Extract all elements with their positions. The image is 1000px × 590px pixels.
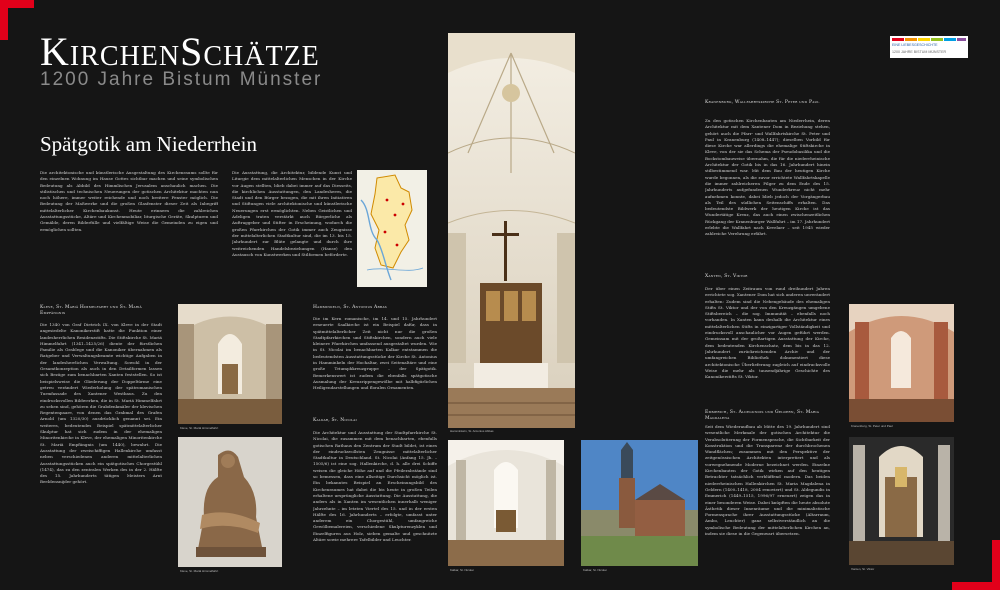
kleve-pieta-photo: [178, 437, 282, 567]
article-text-kleve: Die 1340 von Graf Dietrich IX. von Kleve in der Stadt angesiedelte Kanonikerstift hatte die Funktion einer landesherrlichen Residenzstifts. Die Stiftskirche St. Mariä Himmelfahrt (1341–1425/26) diente der fürstlichen Familie als Grablege und die Kanoniker übernahmen als Ratgeber und Verwaltungsbeamte wichtige Aufgaben in der landesherrlichen Verwaltung. Sowohl in der Gesamtkonzeption als auch in den Detailformen lassen sich Bezüge zum benachbarten Xanten feststellen. So ist beispielsweise die Gliederung der Doppeltürme eine getreu verändert Wiederholung der spätromanischen Turmfassade des Xantener Westbaus. Zu den eindrucksvollen Bildwerken, die in St. Mariä Himmelfahrt zu sehen sind, gehören die Grabdenkmäler der klevischen Regentenpaare, von denen das Grabmal des Grafen Arnold (um 1320/30) ausdrücklich genannt sei. Ein weiteres, bedeutendes Beispiel spätmittelalterlicher Skulptur hat sich zudem in der ehemaligen Minoritenkirche in Kleve, der ehemaligen Minoritenkirche St. Mariä Empfängnis (um 1440), bewahrt. Die Ausstattung der zweischiffigen Hallenkirche umfasst neben verschiedenen anderen mittelalterlichen Ausstattungsstücken auch ein spätgotisches Chorgestühl (1474), das zu den zentralen Werken des in der 2. Hälfte des 15. Jahrhunderts tätigen Meisters Arnt Beeldensnijder gehört.: [40, 322, 162, 485]
bistum-logo: [890, 36, 968, 58]
article-heading-emmerich: Emmerich, St. Aldegundis und Geldern, St. Maria Magdalena: [705, 410, 820, 421]
article-heading-kleve: Kleve, St. Mariä Himmelfahrt und St. Mariä Empfängnis: [40, 305, 142, 316]
article-heading-kalkar: Kalkar, St. Nicolai: [313, 418, 357, 423]
kleve-interior-photo: [178, 304, 282, 424]
hamminkeln-interior-photo: [448, 33, 575, 428]
logo-line-1: EINE LIEBESGESCHICHTE: [892, 43, 938, 47]
caption-kalkar-interior: Kalkar, St. Nicolai: [450, 568, 474, 572]
article-text-kranenburg: Zu den gotischen Kirchenbauten am Niederrhein, deren Architektur mit dem Xantener Dom in Beziehung stehen, gehört auch die Pfarr- und Wallfahrtskirche St. Peter und Paul in Kranenburg (1408–1447); dieselben Vorbild für diese Kirche war allerdings die ehemalige Stiftskirche in Kleve, von der sie das Schema der Pseudobasilika und die Bockstombauweise übernahm, die für die niederrheinische Architektur der Gotik bis in das 16. Jahrhundert hinein stilbestimmend war. Mit dem Bau der heutigen Kirche wurde begonnen, als die zuvor errichtete Wallfahrtskapelle die immer zahlreicheren Pilger zu dem Ende des 15. Jahrhunderts aufgefundenen Wunderkreuz nicht mehr aufnehmen konnte, dabei blieb jedoch der Vorgängerbau als Teil des südlichen Seitenschiffs erhalten. Das bedeutendste Bildwerk der heutigen Kirche ist das Wundertätige Kreuz, das auch einen zwischenzeitlichen Rückgang der Kranenburger Wallfahrt – im 17. Jahrhundert erlebte die Wallfahrt nach Kevelaer – seit 1945 wieder zahlreiche Verehrung erfährt.: [705, 118, 830, 237]
section-title: Spätgotik am Niederrhein: [40, 132, 257, 156]
corner-bracket-bottom-right-vertical: [992, 540, 1000, 590]
caption-xanten: Xanten, St. Viktor: [851, 567, 875, 571]
map-image: [357, 170, 427, 287]
article-text-xanten: Der über einen Zeitraum von rund dreihundert Jahren errichtete sog. Xantener Dom hat sich anderen unverändert erhalten: Zudem sind die Nebengebäude des ehemaligen Stifts St. Viktor und der von den Kreuzgängen umgebene Stiftsbereich – die sog. Immunität – ebenfalls noch vorhanden. In Xanten kann deshalb die Architektur eines mittelalterlichen Stifts in einzigartiger Vollständigkeit und eindrucksvoll anschaulicher vor Augen geführt werden. Gemeinsam mit der großartigen Ausstattung der Kirche, dem bedeutenden Kirchenschatz, dem bis in das 12. Jahrhundert zurückreichenden Archiv und der umfangreichen Bibliothek dokumentiert diese architektonische Überlieferung zugleich auf eindrucksvolle Weise die mehr als tausendjährige Geschichte des Kanonikerstifts St. Viktor.: [705, 286, 830, 380]
kalkar-interior-photo: [448, 440, 564, 566]
kalkar-exterior-photo: [581, 440, 698, 566]
article-text-emmerich: Seit dem Wiederaufbau ab Mitte des 19. Jahrhundert sind wesentliche Merkmale der gotischen Architektur die Verabsolutierung der Formensprache, die Sichtbarkeit der Konstruktion und die Transparenz der durchbrochenen Wandflächen; zusammen mit den Perspektive der zeitgenössischen Architekten interpretiert und als vorwegnehmende Moderne bezeichnet werden. Einzelne Kirchenbauten der Gotik wirken auf den heutigen Betrachter tatsächlich verblüffend modern. Das beiden niederrheinischen Hallenkirchen St. Maria Magdalena in Geldern (1400–1418, 2004 renoviert) und St. Aldegundis in Emmerich (1449–1515, 1996/97 erneuert) zeigen das in einer besonderen Weise. Dabei knüpften die heute absolute Ästhetik dieser Innenräume und die minimalistische Formensprache ihrer Ausstattungsstücke (Altarraum, Ambo, Leuchter) ganz selbstverständlich an die symbolische Bedeutung der mittelalterlichen Kirchen an, indem sie diese in die Gegenwart übersetzen.: [705, 424, 830, 537]
caption-kranenburg: Kranenburg, St. Peter und Paul: [851, 424, 893, 428]
article-heading-kranenburg: Kranenburg, Wallfahrtskirche St. Peter und Paul: [705, 100, 820, 105]
caption-hamminkeln: Hamminkeln, St. Antonius Abbas: [450, 429, 494, 433]
corner-bracket-top-left-vertical: [0, 0, 8, 40]
logo-line-2: 1200 JAHRE BISTUM MÜNSTER: [892, 50, 947, 54]
article-text-hamminkeln: Die im Kern romanische, im 14. und 15. Jahrhundert erneuerte Saalkirche ist ein Beispiel dafür, dass in spätmittelalterlicher Zeit nicht nur die großen Stadtpfarrkirchen und Stiftskirchen, sondern auch viele kleinere Pfarrkirchen umfassend ausgestaltet wurden. Wie in St. Nicolai im benachbarten Kalkar entstammen die bedeutendsten Ausstattungsstücke der Kirche St. Antonius in Hamminkeln der Hochaltar, zwei Seitenaltäre und eine große Triumphkreuzgruppe – der Spätgotik. Bemerkenswert ist zudem die ebenfalls spätgotische Ausmalung der Kreuzrippengewölbe mit halbfigürlichen Heiligendarstellungen und floralen Ornamenten.: [313, 316, 437, 391]
article-heading-xanten: Xanten, St. Viktor: [705, 274, 748, 279]
caption-kalkar-exterior: Kalkar, St. Nicolai: [583, 568, 607, 572]
xanten-interior-photo: [849, 437, 954, 565]
intro-text-col2: Die Ausstattung, die Architektur, bildende Kunst und Liturgie dem mittelalterlichen Menschen in der Kirche vor Augen stellten, blieb dabei immer auf das Diesseits, die kirchlichen Ausstattungen, den Landesherrn, die Stadt und den Bürger bezogen, die mit ihren Initiativen und Stiftungen viele architektonische und künstlerische Neuerungen erst ermöglichten. Neben Geistlichen und Adeligen traten verstärkt auch Bürgerliche als Auftraggeber und Stifter in Erscheinung, wodurch die großen Pfarrkirchen der Gotik immer auch Zeugnisse der mittelalterlichen Stadtkultur sind, die im 13. bis 15. Jahrhundert zur Blüte gelangte und durch ihre weitreichenden Handelsbeziehungen (Hanse) den Austausch von Kunstwerken und Stilformen beförderte.: [232, 170, 352, 257]
article-text-kalkar: Die Architektur und Ausstattung der Stadtpfarrkirche St. Nicolai, die zusammen mit dem benachbarten, ebenfalls gotischen Rathaus den Zentrum der Stadt bildet, ist eines der eindrucksvollsten Zeugnisse mittelalterlicher Stadtkultur in Deutschland. St. Nicolai (Anfang 15. Jh. – 1505/6) ist eine sog. Hallenkirche, d. h. alle drei Schiffe weisen die gleiche Höhe auf und die Pfeilerabstände sind so bemessen, dass eine allseitige Durchsicht möglich ist. Ein bekanntes Beispiel an Erscheinungsbild des Kirchenraumes hat dabei die bis heute in großen Teilen erhaltene ursprüngliche Ausstattung. Die Ausstattung, die anders als in Xanten im wesentlichen innerhalb weniger Jahrzehnte – im letzten Viertel des 15. und in der ersten Hälfte des 16. Jahrhunderts – erfolgte, umfasst unter anderem ein Chorgestühl, umfangreiche Gewölbemalereien, verschiedene Skulpturenzyklen und Einzelfiguren aus Holz, sieben gemalte und geschnitzte Altäre sowie mehrere Tafelbilder und Leuchter.: [313, 430, 437, 543]
caption-kleve-interior: Kleve, St. Mariä Himmelfahrt: [180, 426, 219, 430]
kranenburg-interior-photo: [849, 304, 954, 422]
article-heading-hamminkeln: Hamminkeln, St. Antonius Abbas: [313, 305, 387, 310]
poster-title: KirchenSchätze: [40, 29, 320, 74]
caption-kleve-pieta: Kleve, St. Mariä Himmelfahrt: [180, 569, 219, 573]
intro-text-col1: Die architektonische und künstlerische Ausgestaltung des Kirchenraums sollte für den einzelnen Wohnung im Hause Gottes sichtbar machen und seine symbolischen Bedeutung als Abbild des Himmlischen Jerusalem anschaulich machen. Die stilistischen und technischen Neuerungen der gotischen Architektur machten nun noch höhere, immer weiter reichende und noch breitere Fenster möglich. Die Bedeutung der Maßwerke und die großen Glasfenster dieser Zeit als Inbegriff mittelalterlicher Kirchenbaukunst. Heute erinnern die zahlreichen Ausstattungsstücke, Altäre und Kirchenmobiliar, liturgische Geräte, Skulpturen und Gemälde, deren Bilderfülle und vielfältige Weise die Gemeinden zu eigen und ermöglichen sollten.: [40, 170, 218, 232]
poster-subtitle: 1200 Jahre Bistum Münster: [40, 69, 323, 90]
